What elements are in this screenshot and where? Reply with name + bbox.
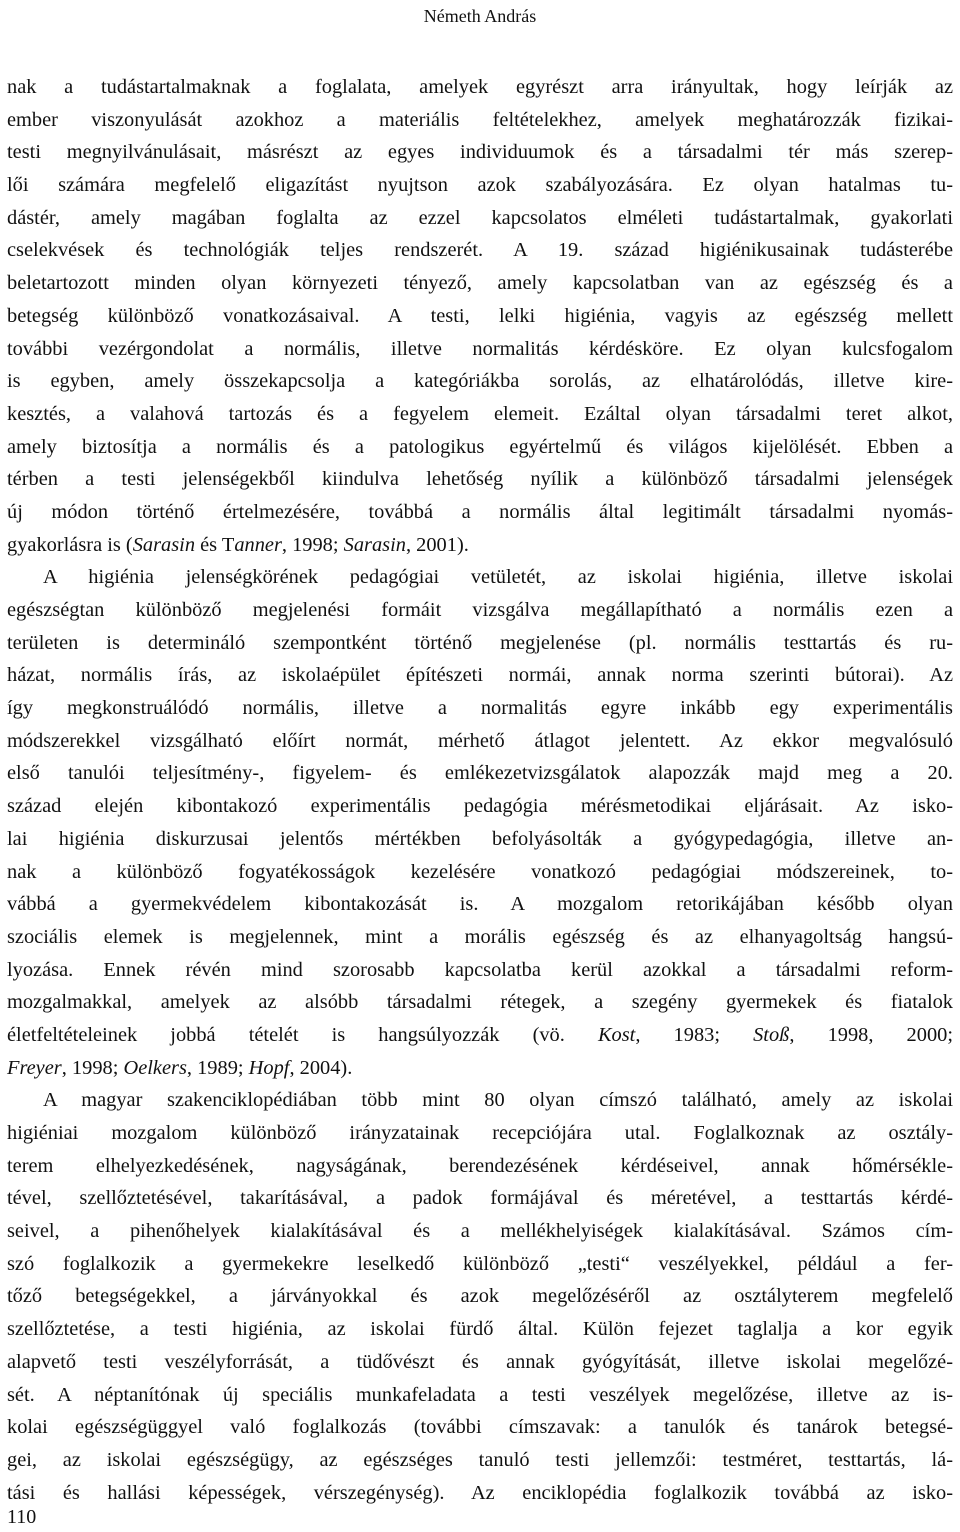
page-number: 110 xyxy=(7,1506,37,1528)
text-run: , 2001). xyxy=(405,533,469,556)
citation-author: Sarasin xyxy=(343,533,406,556)
text-line: seivel, a pihenőhelyek kialakításával és a mellékhelyiségek kialakításával. Számos cím- xyxy=(7,1220,953,1243)
text-line: szociális elemek is megjelennek, mint a morális egészség és az elhanyagoltság hangsú- xyxy=(7,925,953,948)
text-line: betegség különböző vonatkozásaival. A testi, lelki higiénia, vagyis az egészség mellett xyxy=(7,304,953,327)
citation-author: anner xyxy=(234,533,282,556)
text-line: új módon történő értelmezésére, továbbá a normális által legitimált társadalmi nyomás- xyxy=(7,500,953,523)
text-line: is egyben, amely összekapcsolja a kategóriákba sorolás, az elhatárolódás, illetve kire- xyxy=(7,370,953,393)
text-line: házat, normális írás, az iskolaépület építészeti normái, annak norma szerinti bútorai). Az xyxy=(7,664,953,687)
text-line: lai higiénia diskurzusai jelentős mértékben befolyásolták a gyógypedagógia, illetve an- xyxy=(7,827,953,850)
text-line: lői számára megfelelő eligazítást nyujtson azok szabályozására. Ez olyan hatalmas tu- xyxy=(7,174,953,197)
text-line: módszerekkel vizsgálható előírt normát, mérhető átlagot jelentett. Az ekkor megvalósuló xyxy=(7,729,953,752)
citation-author: Kost xyxy=(597,1023,636,1046)
text-line: alapvető testi veszélyforrását, a tüdővészt és annak gyógyítását, illetve iskolai megelőzé- xyxy=(7,1350,953,1373)
text-run: gyakorlásra is ( xyxy=(7,533,133,556)
text-line: mozgalmakkal, amelyek az alsóbb társadalmi rétegek, a szegény gyermekek és fiatalok xyxy=(7,991,953,1014)
text-line: tével, szellőztetésével, takarításával, a padok formájával és méretével, a testtartás kérdé- xyxy=(7,1187,953,1210)
text-line: A magyar szakenciklopédiában több mint 80 olyan címszó található, amely az iskolai xyxy=(43,1089,953,1112)
citation-author: Hopf xyxy=(248,1056,290,1079)
text-line: vábbá a gyermekvédelem kibontakozását is. A mozgalom retorikájában később olyan xyxy=(7,893,953,916)
citation-author: Stoß xyxy=(753,1023,790,1046)
text-line: század elején kibontakozó experimentális pedagógia mérésmetodikai eljárásait. Az isko- xyxy=(7,795,953,818)
text-line: nak a különböző fogyatékosságok kezelésére vonatkozó pedagógiai módszereinek, to- xyxy=(7,860,953,883)
text-line: így megkonstruálódó normális, illetve a normalitás egyre inkább egy experimentális xyxy=(7,697,953,720)
text-line: szó foglalkozik a gyermekekre leselkedő különböző „testi“ veszélyekkel, például a fer- xyxy=(7,1252,953,1275)
text-run: életfeltételeinek jobbá tételét is hangsúlyozzák (vö. xyxy=(7,1023,598,1046)
text-line: dástér, amely magában foglalta az ezzel kapcsolatos elméleti tudástartalmak, gyakorlati xyxy=(7,206,953,229)
text-line: sét. A néptanítónak új speciális munkafeladata a testi veszélyek megelőzése, illetve az is- xyxy=(7,1383,953,1406)
body-text xyxy=(7,71,953,1509)
text-line: gei, az iskolai egészségügy, az egészséges tanuló testi jellemzői: testméret, testtartás, lá- xyxy=(7,1448,953,1471)
text-line: kolai egészségüggyel való foglalkozás (további címszavak: a tanulók és tanárok betegsé- xyxy=(7,1416,953,1439)
text-line: cselekvések és technológiák teljes rendszerét. A 19. század higiénikusainak tudásterébe xyxy=(7,239,953,262)
text-line: lyozása. Ennek révén mind szorosabb kapcsolatba kerül azokkal a társadalmi reform- xyxy=(7,958,953,981)
text-line: terem elhelyezkedésének, nagyságának, berendezésének kérdéseivel, annak hőmérsékle- xyxy=(7,1154,953,1177)
text-line: ember viszonyulását azokhoz a materiális feltételekhez, amelyek meghatározzák fizikai- xyxy=(7,108,953,131)
text-line: nak a tudástartalmaknak a foglalata, amelyek egyrészt arra irányultak, hogy leírják az xyxy=(7,76,953,98)
text-line: tási és hallási képességek, vérszegénység). Az enciklopédia foglalkozik továbbá az isko- xyxy=(7,1481,953,1504)
text-run: , 1998, 2000; xyxy=(789,1023,953,1046)
text-line xyxy=(7,529,953,562)
text-run: , 1998; xyxy=(61,1056,124,1079)
text-line: beletartozott minden olyan környezeti tényező, amely kapcsolatban van az egészség és a xyxy=(7,272,953,295)
text-line: amely biztosítja a normális és a patologikus egyértelmű és világos kijelölését. Ebben a xyxy=(7,435,953,458)
text-line: tőző betegségekkel, a járványokkal és azok megelőzéséről az osztályterem megfelelő xyxy=(7,1285,953,1308)
citation-author: Freyer xyxy=(7,1056,62,1079)
text-run: , 2004). xyxy=(289,1056,353,1079)
running-header: Németh András xyxy=(423,6,537,26)
text-line: szellőztetése, a testi higiénia, az iskolai fürdő által. Külön fejezet taglalja a kor egyik xyxy=(7,1318,953,1341)
text-run: , 1983; xyxy=(635,1023,754,1046)
citation-author: Oelkers xyxy=(123,1056,187,1079)
text-line: higiéniai mozgalom különböző irányzatainak recepciójára utal. Foglalkoznak az osztály- xyxy=(7,1122,953,1144)
text-line: további vezérgondolat a normális, illetve normalitás kérdésköre. Ez olyan kulcsfogalom xyxy=(7,337,953,360)
text-line xyxy=(7,1052,953,1085)
text-line: térben a testi jelenségekből kiindulva lehetőség nyílik a különböző társadalmi jelenségek xyxy=(7,468,953,491)
text-run: , 1989; xyxy=(186,1056,249,1079)
text-line: A higiénia jelenségkörének pedagógiai vetületét, az iskolai higiénia, illetve iskolai xyxy=(43,566,953,589)
text-run: és T xyxy=(195,533,235,556)
text-line: testi megnyilvánulásait, másrészt az egyes individuumok és a társadalmi tér más szerep- xyxy=(7,141,953,164)
text-line: területen is determináló szempontként történő megjelenése (pl. normális testtartás és ru- xyxy=(7,631,953,654)
text-line: egészségtan különböző megjelenési formáit vizsgálva megállapítható a normális ezen a xyxy=(7,599,953,621)
text-run: , 1998; xyxy=(281,533,344,556)
text-line: első tanulói teljesítmény-, figyelem- és emlékezetvizsgálatok alapozzák majd meg a 20. xyxy=(7,762,953,785)
text-line: kesztés, a valahová tartozás és a fegyelem elemeit. Ezáltal olyan társadalmi teret alkot, xyxy=(7,402,953,425)
text-line xyxy=(7,1019,953,1052)
citation-author: Sarasin xyxy=(132,533,196,556)
